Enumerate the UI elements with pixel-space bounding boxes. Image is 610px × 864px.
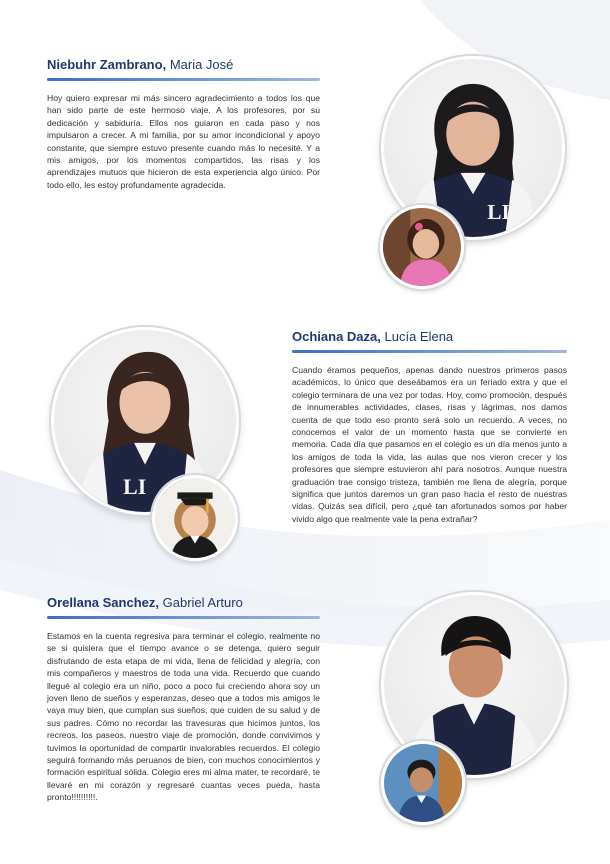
profile-surname: Niebuhr Zambrano, xyxy=(47,57,167,72)
svg-text:LI: LI xyxy=(123,474,147,499)
svg-text:LI: LI xyxy=(487,200,510,225)
name-underline xyxy=(47,616,320,619)
childhood-photo-ochiana xyxy=(152,475,238,561)
profile-name xyxy=(47,595,320,610)
profile-surname: Ochiana Daza, xyxy=(292,329,381,344)
profile-name xyxy=(292,329,567,344)
profile-ochiana xyxy=(292,329,567,525)
profile-surname: Orellana Sanchez, xyxy=(47,595,159,610)
name-underline xyxy=(292,350,567,353)
profile-name xyxy=(47,57,320,72)
profile-given-name: Gabriel Arturo xyxy=(162,595,243,610)
name-underline xyxy=(47,78,320,81)
profile-niebuhr xyxy=(47,57,320,191)
childhood-photo-orellana xyxy=(381,741,465,825)
profile-bio: Hoy quiero expresar mi más sincero agradecimiento a todos los que han sido parte de este hermoso viaje. A los profesores, por su dedicación y sabiduría. Ellos nos guiaron en cada paso y nos impulsaron a crecer. A mi familia, por su amor incondicional y apoyo constante, que siempre estuvo presente cuando más lo necesité. Y a mis amigos, por los momentos compartidos, las risas y los aprendizajes mutuos que hicieron de esta experiencia algo único. Por todo ello, les estoy profundamente agradecida. xyxy=(47,93,320,190)
profile-orellana xyxy=(47,595,320,804)
profile-given-name: Maria José xyxy=(169,57,234,72)
childhood-photo-niebuhr xyxy=(380,205,464,289)
profile-bio: Estamos en la cuenta regresiva para terminar el colegio, realmente no se si quisiera que el tiempo avance o se detenga, quiero seguir disfrutando de esta etapa de mi vida, llena de felicidad y alegría, con mis compañeros y maestros de toda una vida. Recuerdo que cuando llegué al colegio era un niño, poco a poco fui creciendo ahora soy un joven lleno de sueños y esperanzas, deseo que a todos mis amigos le vaya muy bien, que cumplan sus sueños, que cuiden de su salud y de sus padres. Cómo no recordar las travesuras que hicimos juntos, los recreos, los paseos, nuestro viaje de promoción, donde convivimos y tuvimos la oportunidad de compartir invalorables recuerdos. El colegio seguirá formando más peruanos de bien, con muchos conocimientos y formación espiritual sólida. Colegio eres mi alma mater, te recordaré, te llevaré en mi corazón y regresaré cuantas veces pueda, hasta pronto!!!!!!!!!!. xyxy=(47,631,320,803)
profile-given-name: Lucía Elena xyxy=(384,329,454,344)
profile-bio: Cuando éramos pequeños, apenas dando nuestros primeros pasos académicos, lo único que deseábamos era un feriado extra y que el colegio terminara de una vez por todas. Hoy, como promoción, después de innumerables actividades, clases, risas y lágrimas, nos damos cuenta de que todo eso pronto será solo un recuerdo. A veces, no conocemos el valor de un momento hasta que se convierte en memoria. Cada día que pasamos en el colegio es un día menos junto a los amigos de toda la vida, las aulas que nos vieron crecer y los profesores que siempre estuvieron ahí para nosotros. Aunque nuestra graduación trae consigo tristeza, también me llena de alegría, porque significa que juntos daremos un gran paso hacia el resto de nuestras vidas. Quizás sea difícil, pero ¿qué tan afortunados somos por haber vivido algo que realmente vale la pena extrañar? xyxy=(292,365,567,524)
